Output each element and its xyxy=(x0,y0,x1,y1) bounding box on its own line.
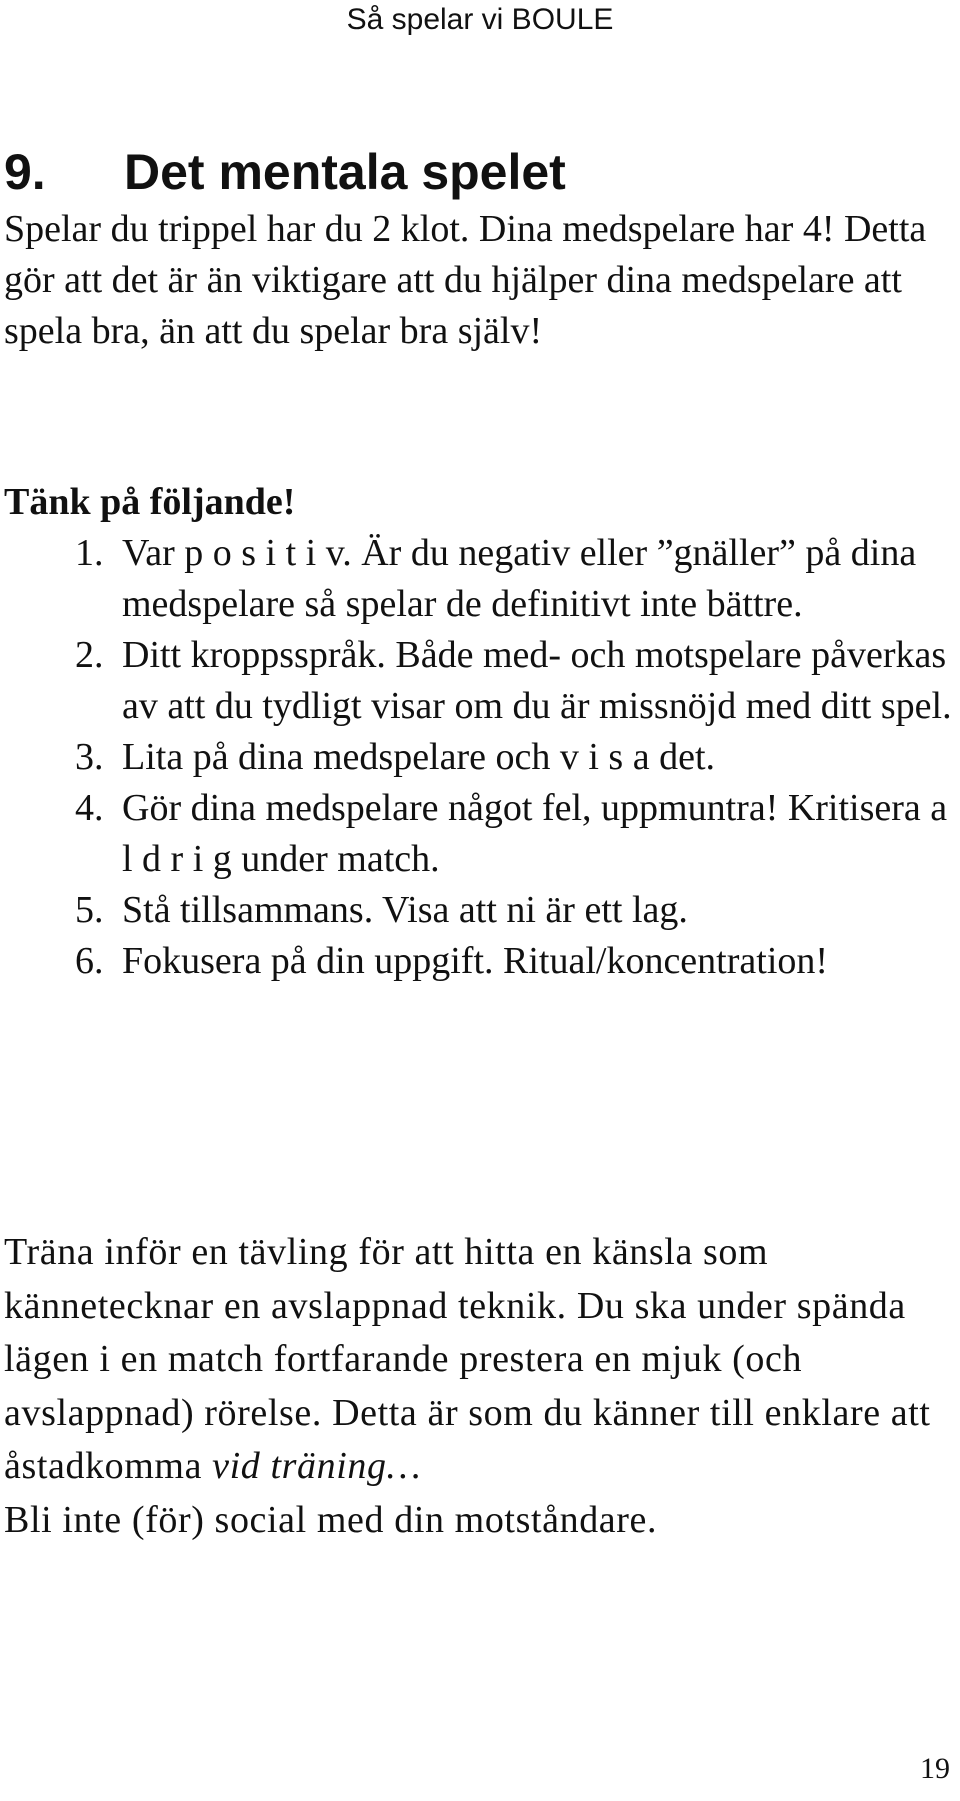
list-item-text: Fokusera på din uppgift. Ritual/koncentration! xyxy=(122,940,829,982)
closing-last-line: Bli inte (för) social med din motståndare. xyxy=(4,1498,658,1541)
list-marker: 5. xyxy=(75,889,104,931)
list-item xyxy=(0,885,960,936)
list-item xyxy=(0,936,960,987)
closing-paragraph xyxy=(4,1226,954,1547)
list-item-text: Var p o s i t i v. Är du negativ eller ”gnäller” på dina medspelare så spelar de definitivt inte bättre. xyxy=(122,532,917,625)
list-item-text: Lita på dina medspelare och v i s a det. xyxy=(122,736,716,778)
list-item xyxy=(0,783,960,885)
closing-text: Träna inför en tävling för att hitta en känsla som kännetecknar en avslappnad teknik. Du ska under spända lägen i en match fortfarande prestera en mjuk (och avslappnad) rörelse. Detta är som du känner till enklare att åstadkomma xyxy=(4,1231,931,1487)
list-marker: 6. xyxy=(75,940,104,982)
list-item-text: Ditt kroppsspråk. Både med- och motspelare påverkas av att du tydligt visar om du är missnöjd med ditt spel. xyxy=(122,634,952,727)
closing-emphasis: vid träning… xyxy=(212,1445,421,1487)
section-heading xyxy=(4,142,566,202)
page-number: 19 xyxy=(920,1752,950,1785)
list-item-text: Stå tillsammans. Visa att ni är ett lag. xyxy=(122,889,688,931)
section-number: 9. xyxy=(4,144,46,200)
list-marker: 3. xyxy=(75,736,104,778)
list-marker: 4. xyxy=(75,787,104,829)
section-title: Det mentala spelet xyxy=(124,144,566,200)
tips-list xyxy=(0,528,960,987)
intro-paragraph: Spelar du trippel har du 2 klot. Dina medspelare har 4! Detta gör att det är än viktigare att du hjälper dina medspelare att spela bra, än att du spelar bra själv! xyxy=(4,208,927,352)
running-header: Så spelar vi BOULE xyxy=(346,3,614,36)
list-item-text: Gör dina medspelare något fel, uppmuntra! Kritisera a l d r i g under match. xyxy=(122,787,948,880)
list-marker: 2. xyxy=(75,634,104,676)
subheading: Tänk på följande! xyxy=(4,481,296,523)
list-item xyxy=(0,732,960,783)
list-item xyxy=(0,630,960,732)
list-item xyxy=(0,528,960,630)
list-marker: 1. xyxy=(75,532,104,574)
